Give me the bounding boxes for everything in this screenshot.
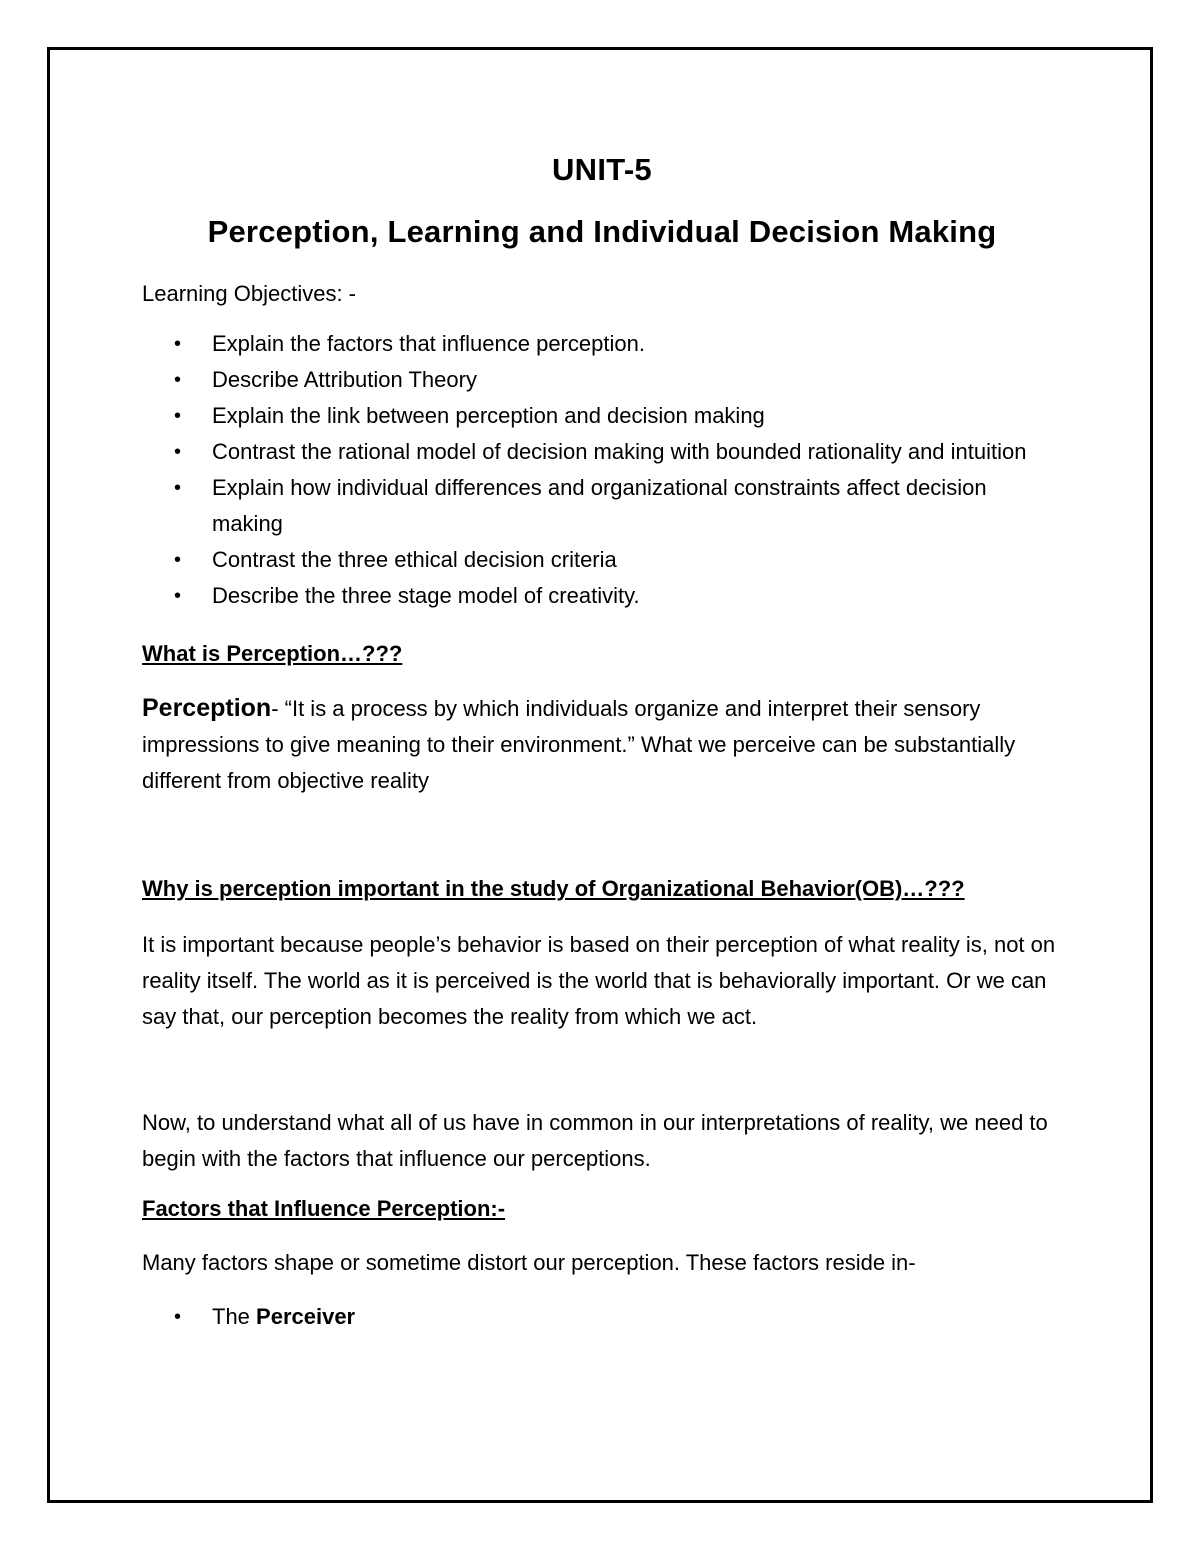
list-item xyxy=(142,434,1062,470)
list-item xyxy=(142,362,1062,398)
bullet-icon: • xyxy=(174,441,182,463)
document-title: Perception, Learning and Individual Decision Making xyxy=(207,214,997,249)
factors-heading: Factors that Influence Perception:- xyxy=(142,1196,506,1221)
objective-text: Explain the link between perception and decision making xyxy=(212,403,765,428)
learning-objectives-label: Learning Objectives: - xyxy=(142,281,356,306)
bullet-icon: • xyxy=(174,333,182,355)
why-important-heading: Why is perception important in the study of Organizational Behavior(OB)…??? xyxy=(142,876,965,901)
factors-paragraph: Many factors shape or sometime distort our perception. These factors reside in- xyxy=(142,1250,916,1275)
perception-definition xyxy=(142,690,1062,799)
factor-name: Perceiver xyxy=(256,1304,356,1329)
why-important-paragraph: It is important because people’s behavior is based on their perception of what reality is, not on reality itself. The world as it is perceived is the world that is behaviorally important. Or we can say that, our perception becomes the reality from which we act. xyxy=(142,932,1056,1029)
bullet-icon: • xyxy=(174,477,182,499)
bullet-icon: • xyxy=(174,1306,182,1328)
list-item xyxy=(142,398,1062,434)
unit-title: UNIT-5 xyxy=(552,152,652,187)
list-item xyxy=(142,326,1062,362)
factor-prefix: The xyxy=(212,1304,257,1329)
objective-text: Explain how individual differences and organizational constraints affect decision making xyxy=(212,475,987,536)
objective-text: Describe Attribution Theory xyxy=(212,367,477,392)
objective-text: Contrast the three ethical decision criteria xyxy=(212,547,617,572)
factors-list xyxy=(142,1299,1062,1335)
learning-objectives-list xyxy=(142,326,1062,614)
objective-text: Contrast the rational model of decision making with bounded rationality and intuition xyxy=(212,439,1027,464)
document-body xyxy=(142,140,1062,1335)
definition-text: - “It is a process by which individuals organize and interpret their sensory impressions to give meaning to their environment.” What we perceive can be substantially different from objective reality xyxy=(142,696,1016,793)
bullet-icon: • xyxy=(174,549,182,571)
list-item xyxy=(142,542,1062,578)
bullet-icon: • xyxy=(174,405,182,427)
objective-text: Describe the three stage model of creativity. xyxy=(212,583,640,608)
intro-paragraph: Now, to understand what all of us have in common in our interpretations of reality, we need to begin with the factors that influence our perceptions. xyxy=(142,1110,1048,1171)
bullet-icon: • xyxy=(174,369,182,391)
bullet-icon: • xyxy=(174,585,182,607)
objective-text: Explain the factors that influence perception. xyxy=(212,331,645,356)
list-item xyxy=(142,578,1062,614)
what-is-perception-heading: What is Perception…??? xyxy=(142,641,403,666)
list-item xyxy=(142,1299,1062,1335)
list-item xyxy=(142,470,1062,542)
definition-term: Perception xyxy=(142,694,272,722)
